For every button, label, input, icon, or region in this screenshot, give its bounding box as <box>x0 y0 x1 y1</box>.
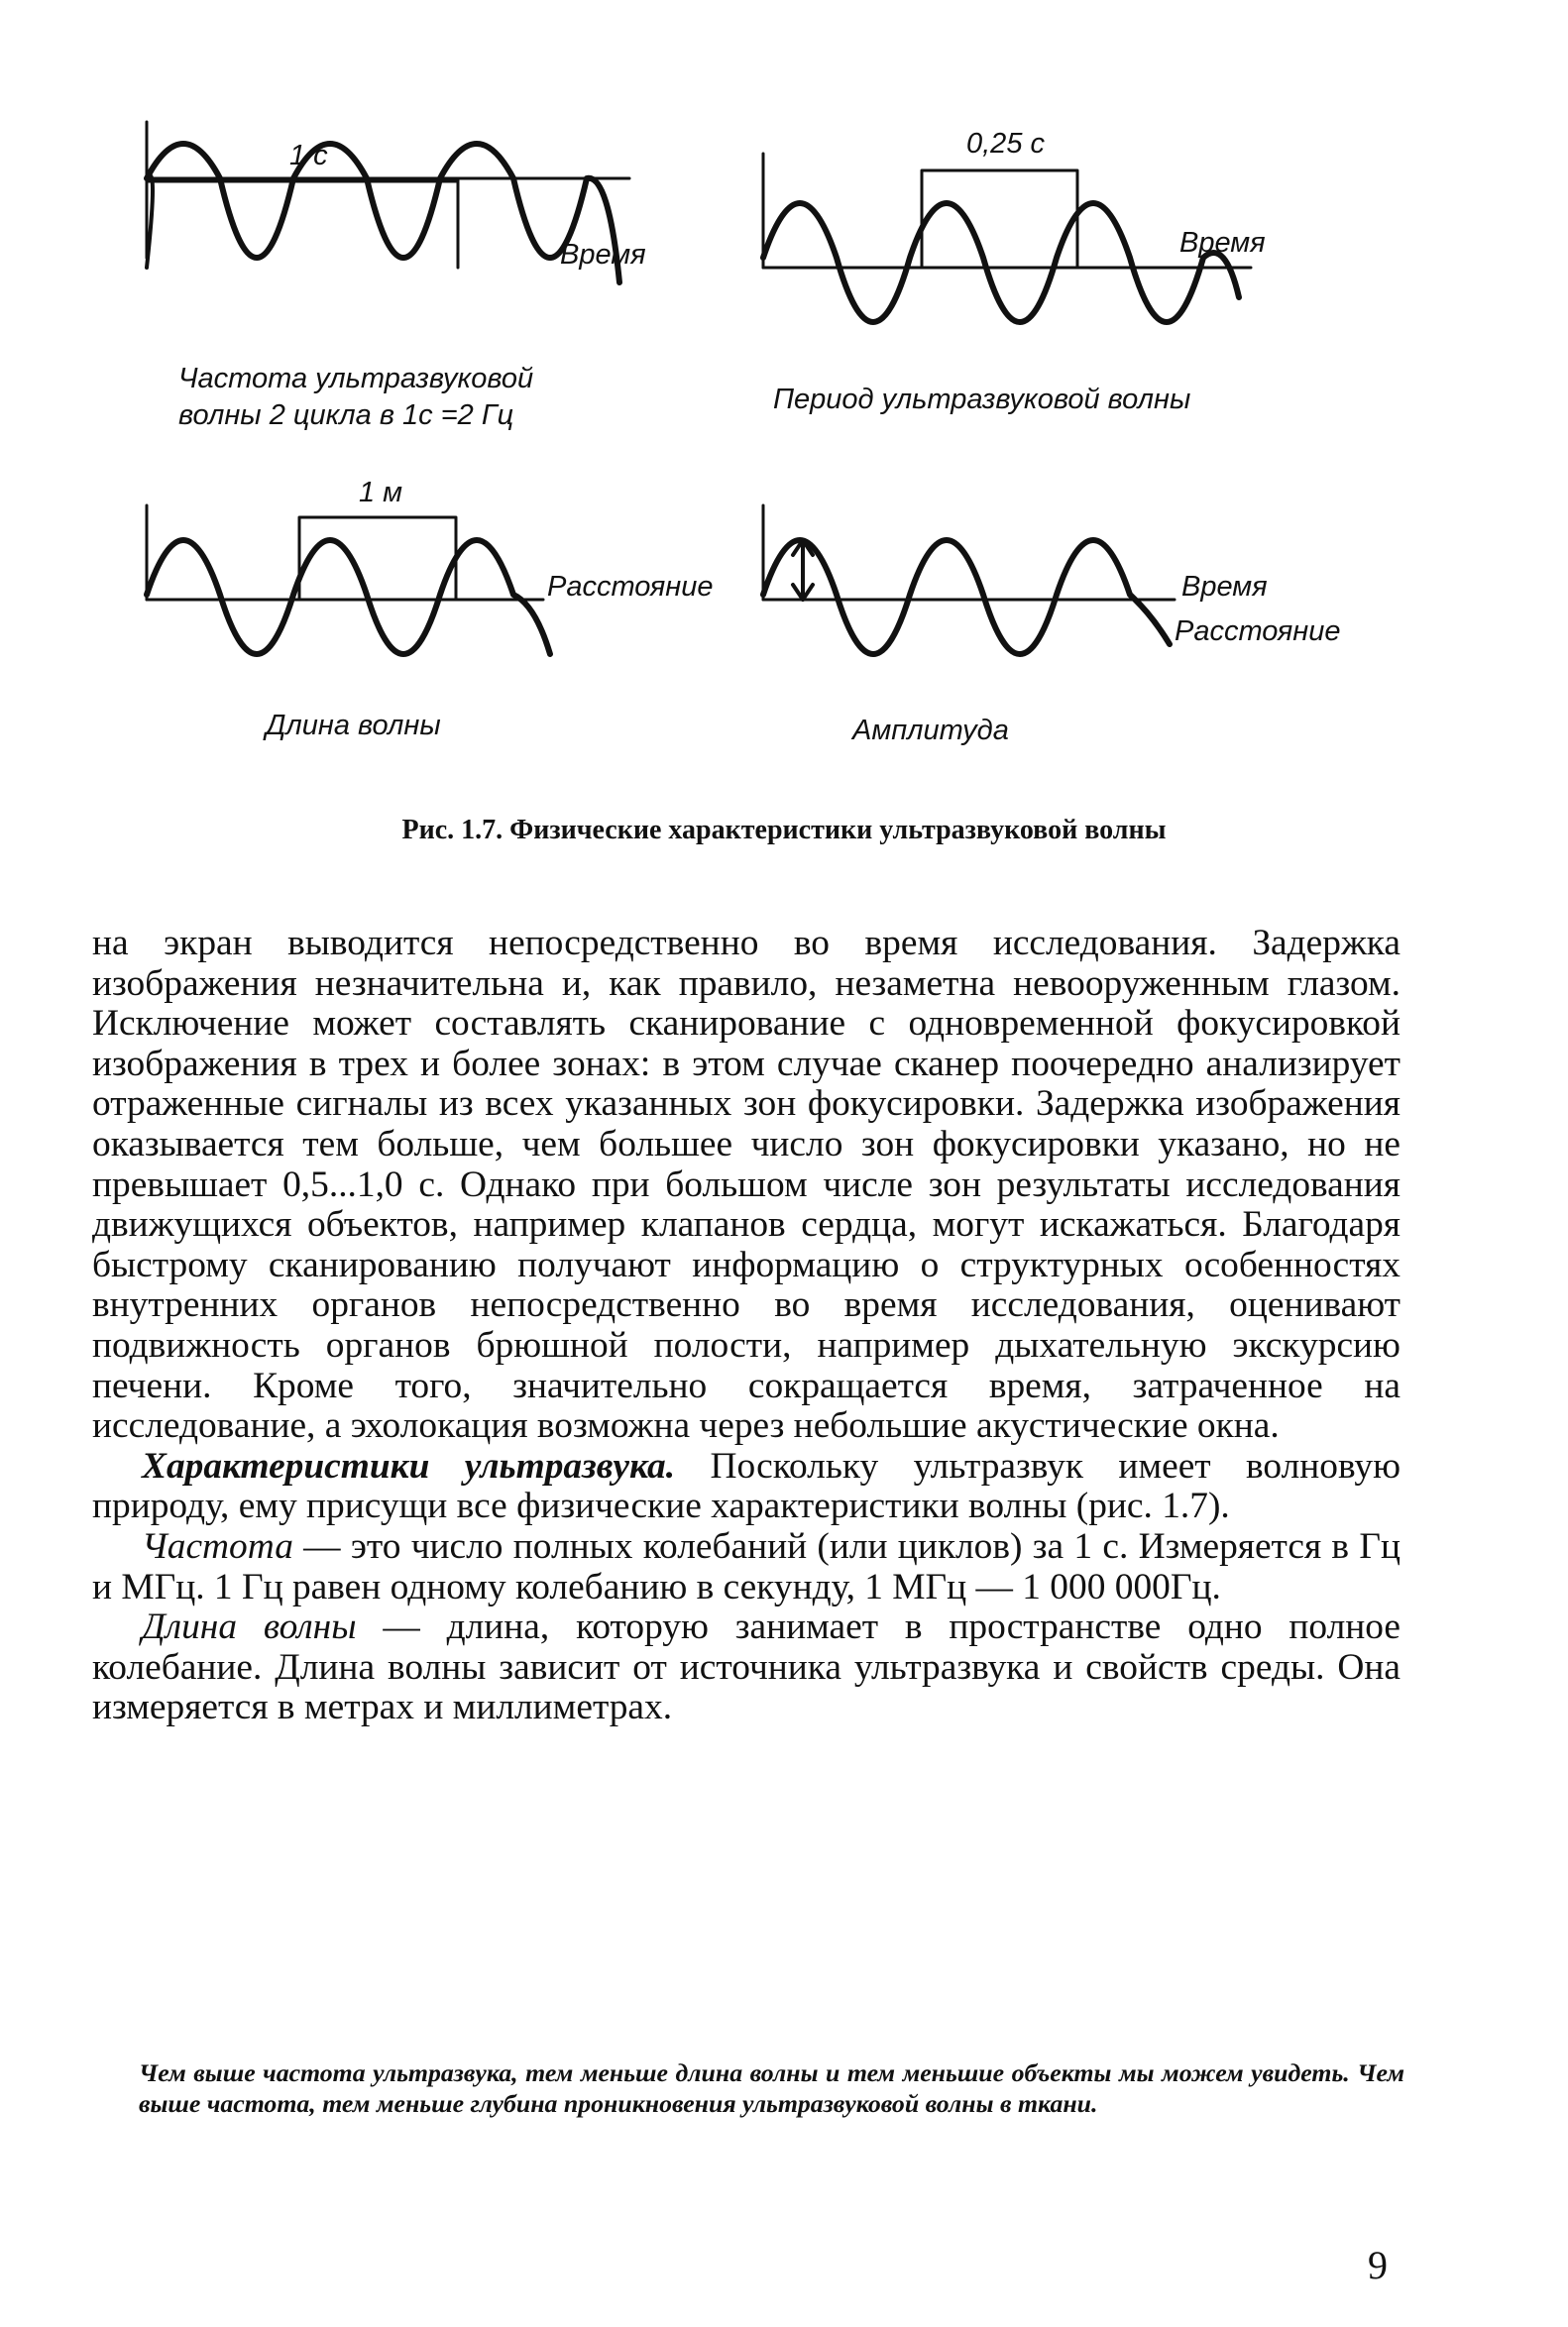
paragraph-2-text: Поскольку ультразвук имеет волновую природу, ему присущи все физические характеристики волны (рис. 1.7). <box>92 1445 1400 1527</box>
label-time-3: Время <box>1181 571 1268 603</box>
paragraph-3-text: — это число полных колебаний (или циклов) за 1 с. Измеряется в Гц и МГц. 1 Гц равен одному колебанию в секунду, 1 МГц — 1 000 000Гц. <box>92 1525 1400 1607</box>
highlight-note: Чем выше частота ультразвука, тем меньше длина волны и тем меньшие объекты мы можем увидеть. Чем выше частота, тем меньше глубина проникновения ультразвуковой волны в ткани. <box>139 2058 1404 2118</box>
paragraph-4-lead: Длина волны <box>142 1607 357 1648</box>
page-number: 9 <box>1368 2243 1388 2287</box>
panel-period-wave <box>763 154 1251 322</box>
caption-frequency-1: Частота ультразвуковой <box>178 363 534 394</box>
body-text <box>92 924 1400 1728</box>
panel-amplitude-wave <box>763 505 1175 654</box>
paragraph-2-lead: Характеристики ультразвука. <box>142 1445 676 1487</box>
paragraph-4 <box>92 1607 1400 1728</box>
paragraph-3 <box>92 1527 1400 1607</box>
label-025s: 0,25 с <box>966 128 1045 160</box>
caption-period: Период ультразвуковой волны <box>773 384 1191 415</box>
paragraph-3-lead: Частота <box>142 1525 293 1567</box>
caption-amplitude: Амплитуда <box>852 715 1009 746</box>
label-1s: 1 с <box>289 140 328 171</box>
label-1m: 1 м <box>359 477 403 508</box>
paragraph-4-text: — длина, которую занимает в пространстве одно полное колебание. Длина волны зависит от источника ультразвука и свойств среды. Она измеряется в метрах и миллиметрах. <box>92 1607 1400 1728</box>
label-distance-1: Расстояние <box>547 571 714 603</box>
caption-wavelength: Длина волны <box>266 710 441 741</box>
paragraph-1-text: на экран выводится непосредственно во время исследования. Задержка изображения незначительна и, как правило, незаметна невооруженным глазом. Исключение может составлять сканирование с одновременной фокусировкой изображения в трех и более зонах: в этом случае сканер поочередно анализирует отраженные сигналы из всех указанных зон фокусировки. Задержка изображения оказывается тем больше, чем большее число зон фокусировки указано, но не превышает 0,5...1,0 с. Однако при большом числе зон результаты исследования движущихся объектов, например клапанов сердца, могут искажаться. Благодаря быстрому сканированию получают информацию о структурных особенностях внутренних органов непосредственно во время исследования, оценивают подвижность органов брюшной полости, например дыхательную экскурсию печени. Кроме того, значительно сокращается время, затраченное на исследование, а эхолокация возможна через небольшие акустические окна. <box>92 923 1400 1447</box>
figure-caption: Рис. 1.7. Физические характеристики ультразвуковой волны <box>401 815 1167 845</box>
panel-frequency-wave <box>147 122 629 282</box>
paragraph-2 <box>92 1447 1400 1527</box>
label-distance-2: Расстояние <box>1175 615 1341 647</box>
label-time-1: Время <box>560 239 646 271</box>
figure-1-7 <box>0 0 1568 922</box>
caption-frequency-2: волны 2 цикла в 1с =2 Гц <box>178 399 514 431</box>
label-time-2: Время <box>1179 227 1266 259</box>
panel-wavelength-wave <box>147 505 550 654</box>
paragraph-1 <box>92 924 1400 1447</box>
